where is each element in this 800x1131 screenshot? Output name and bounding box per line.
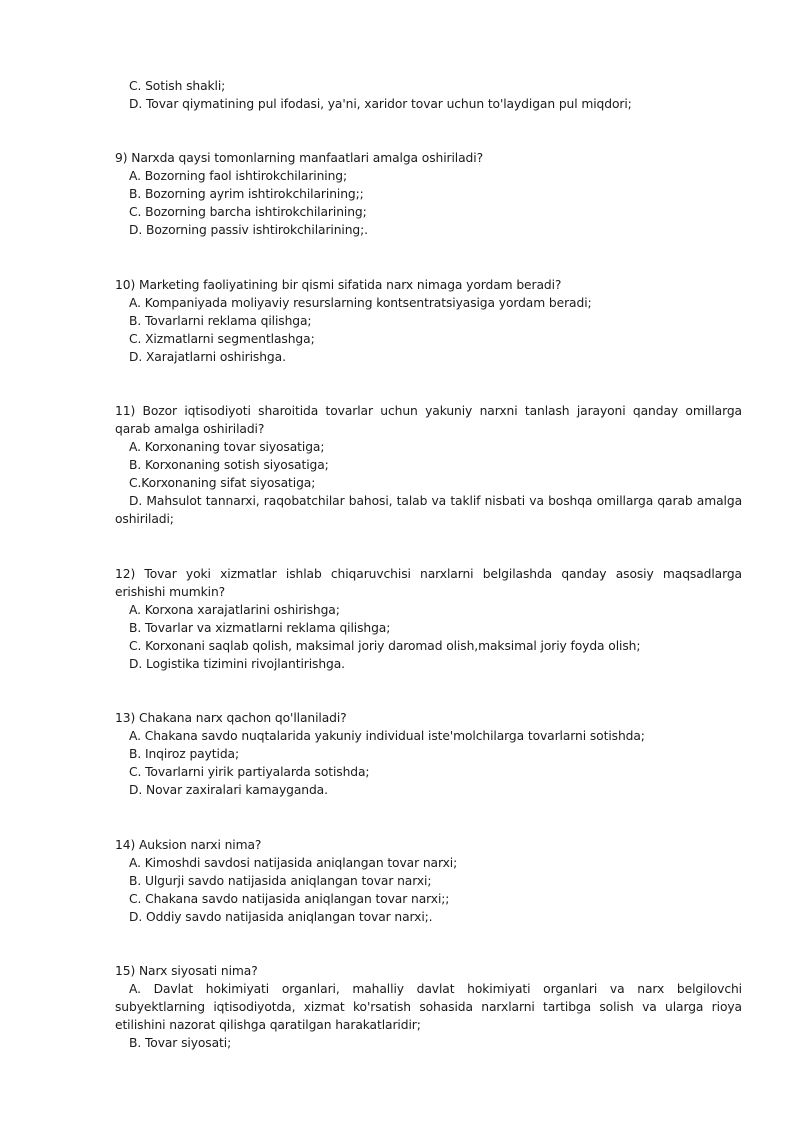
question-9-option-c: C. Bozorning barcha ishtirokchilarining; bbox=[129, 205, 367, 219]
question-15-option-b: B. Tovar siyosati; bbox=[129, 1036, 232, 1050]
question-11: 11) Bozor iqtisodiyoti sharoitida tovarlar uchun yakuniy narxni tanlash jarayoni qanday omillarga qarab amalga oshiriladi? bbox=[115, 404, 742, 436]
question-11-option-d: D. Mahsulot tannarxi, raqobatchilar bahosi, talab va taklif nisbati va boshqa omillarga qarab amalga oshiriladi; bbox=[115, 494, 742, 526]
question-13-option-a: A. Chakana savdo nuqtalarida yakuniy individual iste'molchilarga tovarlarni sotishda; bbox=[129, 729, 645, 743]
question-14-option-c: C. Chakana savdo natijasida aniqlangan tovar narxi;; bbox=[129, 892, 450, 906]
question-9-option-b: B. Bozorning ayrim ishtirokchilarining;; bbox=[129, 187, 364, 201]
question-10-option-d: D. Xarajatlarni oshirishga. bbox=[129, 350, 286, 364]
question-12-option-d: D. Logistika tizimini rivojlantirishga. bbox=[129, 657, 345, 671]
question-13-option-d: D. Novar zaxiralari kamayganda. bbox=[129, 783, 328, 797]
question-10-option-a: A. Kompaniyada moliyaviy resurslarning kontsentratsiyasiga yordam beradi; bbox=[129, 296, 592, 310]
question-12-option-a: A. Korxona xarajatlarini oshirishga; bbox=[129, 603, 340, 617]
question-11-option-a: A. Korxonaning tovar siyosatiga; bbox=[129, 440, 325, 454]
question-13-option-b: B. Inqiroz paytida; bbox=[129, 747, 240, 761]
question-10: 10) Marketing faoliyatining bir qismi sifatida narx nimaga yordam beradi? bbox=[115, 278, 562, 292]
question-14-option-b: B. Ulgurji savdo natijasida aniqlangan tovar narxi; bbox=[129, 874, 432, 888]
question-13-option-c: C. Tovarlarni yirik partiyalarda sotishda; bbox=[129, 765, 370, 779]
question-15-option-a: A. Davlat hokimiyati organlari, mahalliy davlat hokimiyati organlari va narx belgilovchi subyektlarning iqtisodiyotda, xizmat ko'rsatish sohasida narxlarni tartibga solish va ularga rioya etilishini nazorat qilishga qaratilgan harakatlaridir; bbox=[115, 982, 742, 1032]
question-14-option-a: A. Kimoshdi savdosi natijasida aniqlangan tovar narxi; bbox=[129, 856, 458, 870]
question-11-option-b: B. Korxonaning sotish siyosatiga; bbox=[129, 458, 329, 472]
question-13: 13) Chakana narx qachon qo'llaniladi? bbox=[115, 711, 347, 725]
question-11-option-c: C.Korxonaning sifat siyosatiga; bbox=[129, 476, 316, 490]
question-10-option-c: C. Xizmatlarni segmentlashga; bbox=[129, 332, 315, 346]
question-14: 14) Auksion narxi nima? bbox=[115, 838, 262, 852]
option-d: D. Tovar qiymatining pul ifodasi, ya'ni, xaridor tovar uchun to'laydigan pul miqdori; bbox=[129, 97, 632, 111]
question-12-option-c: C. Korxonani saqlab qolish, maksimal joriy daromad olish,maksimal joriy foyda olish; bbox=[129, 639, 641, 653]
question-10-option-b: B. Tovarlarni reklama qilishga; bbox=[129, 314, 312, 328]
question-9-option-a: A. Bozorning faol ishtirokchilarining; bbox=[129, 169, 348, 183]
question-15: 15) Narx siyosati nima? bbox=[115, 964, 258, 978]
question-12-option-b: B. Tovarlar va xizmatlarni reklama qilishga; bbox=[129, 621, 391, 635]
question-9-option-d: D. Bozorning passiv ishtirokchilarining;. bbox=[129, 223, 368, 237]
question-9: 9) Narxda qaysi tomonlarning manfaatlari amalga oshiriladi? bbox=[115, 151, 484, 165]
option-c: C. Sotish shakli; bbox=[129, 79, 226, 93]
question-14-option-d: D. Oddiy savdo natijasida aniqlangan tovar narxi;. bbox=[129, 910, 433, 924]
question-12: 12) Tovar yoki xizmatlar ishlab chiqaruvchisi narxlarni belgilashda qanday asosiy maqsadlarga erishishi mumkin? bbox=[115, 567, 742, 599]
